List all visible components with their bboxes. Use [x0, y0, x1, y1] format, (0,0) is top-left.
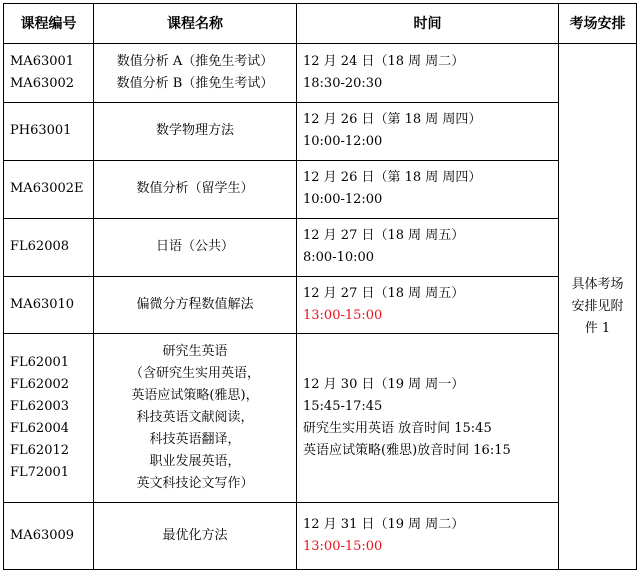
table-row [4, 102, 637, 160]
course-name: 数值分析 B（推免生考试） [116, 75, 274, 91]
course-code: MA63009 [10, 527, 75, 543]
exam-time-highlighted: 13:00-15:00 [303, 307, 383, 323]
exam-time-cell [297, 502, 559, 569]
course-code: FL62002 [10, 377, 70, 393]
exam-time-cell [297, 334, 559, 503]
course-name: 科技英语翻译， [149, 432, 241, 448]
course-code: MA63010 [10, 296, 75, 312]
exam-time-line: 18:30-20:30 [303, 75, 383, 91]
exam-time-line: 12 月 24 日（18 周 周二） [303, 53, 465, 69]
course-name: 最优化方法 [162, 527, 228, 543]
header-time: 时间 [297, 4, 559, 44]
header-room-arrangement: 考场安排 [559, 4, 637, 44]
exam-schedule-table [3, 3, 637, 570]
course-name: 英文科技论文写作） [136, 476, 254, 492]
exam-time-cell [297, 102, 559, 160]
course-name-cell [94, 334, 297, 503]
exam-time-line: 英语应试策略(雅思)放音时间 16:15 [303, 443, 511, 459]
table-row [4, 160, 637, 218]
exam-time-line: 12 月 27 日（18 周 周五） [303, 285, 465, 301]
exam-time-cell [297, 160, 559, 218]
course-name-cell [94, 102, 297, 160]
table-row [4, 218, 637, 276]
course-name-cell [94, 44, 297, 103]
course-name: 英语应试策略(雅思)， [131, 388, 259, 404]
header-course-code: 课程编号 [4, 4, 94, 44]
course-name: 职业发展英语， [149, 454, 241, 470]
course-code: MA63002 [10, 75, 75, 91]
course-code-cell [4, 502, 94, 569]
course-code-cell [4, 276, 94, 334]
course-code-cell [4, 102, 94, 160]
course-name: （含研究生实用英语， [129, 366, 260, 382]
course-name-cell [94, 276, 297, 334]
exam-time-line: 12 月 26 日（第 18 周 周四） [303, 112, 482, 128]
room-note-line: 安排见附 [571, 298, 624, 314]
table-row [4, 276, 637, 334]
exam-time-line: 12 月 26 日（第 18 周 周四） [303, 170, 482, 186]
course-name: 数值分析（留学生） [136, 181, 254, 197]
course-name: 研究生英语 [162, 344, 228, 360]
course-name: 日语（公共） [155, 239, 234, 255]
exam-time-cell [297, 44, 559, 103]
course-code-cell [4, 44, 94, 103]
course-code: PH63001 [10, 123, 72, 139]
course-name-cell [94, 160, 297, 218]
course-code-cell [4, 334, 94, 503]
course-name: 科技英语文献阅读， [136, 410, 254, 426]
exam-time-line: 12 月 30 日（19 周 周一） [303, 377, 465, 393]
course-code: MA63002E [10, 181, 84, 197]
course-name-cell [94, 502, 297, 569]
exam-time-line: 10:00-12:00 [303, 134, 383, 150]
exam-time-line: 15:45-17:45 [303, 399, 383, 415]
exam-time-cell [297, 218, 559, 276]
room-note-line: 具体考场 [571, 276, 624, 292]
course-code: FL62001 [10, 355, 70, 371]
course-name: 偏微分方程数值解法 [136, 296, 254, 312]
exam-time-line: 研究生实用英语 放音时间 15:45 [303, 421, 492, 437]
course-name: 数值分析 A（推免生考试） [116, 53, 274, 69]
exam-time-highlighted: 13:00-15:00 [303, 538, 383, 554]
exam-time-line: 8:00-10:00 [303, 250, 375, 266]
course-code: MA63001 [10, 53, 75, 69]
header-row [4, 4, 637, 44]
course-name-cell [94, 218, 297, 276]
course-code: FL62003 [10, 399, 70, 415]
table-row [4, 44, 637, 103]
course-code: FL72001 [10, 465, 70, 481]
room-note-line: 件 1 [584, 320, 611, 336]
exam-time-line: 12 月 31 日（19 周 周二） [303, 516, 465, 532]
exam-time-cell [297, 276, 559, 334]
table-row [4, 502, 637, 569]
course-code: FL62008 [10, 239, 70, 255]
room-arrangement-cell [559, 44, 637, 570]
course-code: FL62004 [10, 421, 70, 437]
course-code-cell [4, 218, 94, 276]
header-course-name: 课程名称 [94, 4, 297, 44]
table-row [4, 334, 637, 503]
course-code-cell [4, 160, 94, 218]
exam-time-line: 12 月 27 日（18 周 周五） [303, 228, 465, 244]
exam-time-line: 10:00-12:00 [303, 192, 383, 208]
course-code: FL62012 [10, 443, 70, 459]
course-name: 数学物理方法 [155, 123, 234, 139]
